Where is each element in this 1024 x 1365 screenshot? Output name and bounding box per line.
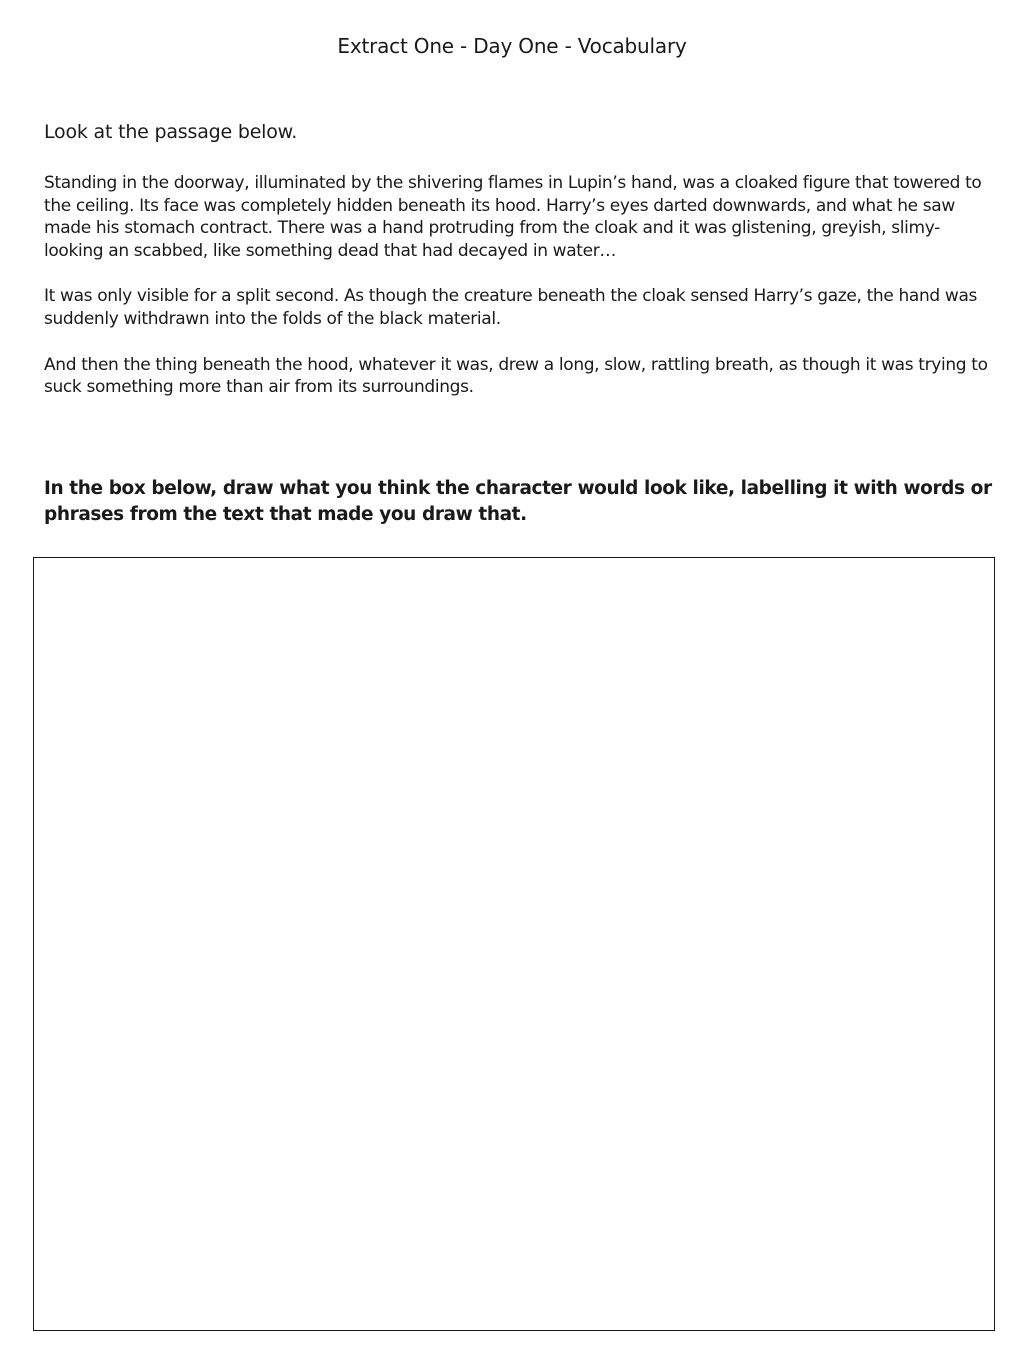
passage <box>44 172 994 422</box>
instruction-text: In the box below, draw what you think the character would look like, labelling it with words or phrases from the text that made you draw that. <box>44 478 992 525</box>
drawing-box[interactable] <box>33 557 995 1331</box>
passage-paragraph: It was only visible for a split second. As though the creature beneath the cloak sensed Harry’s gaze, the hand was suddenly withdrawn into the folds of the black material. <box>44 286 978 329</box>
intro-text: Look at the passage below. <box>44 121 298 143</box>
passage-paragraph: And then the thing beneath the hood, whatever it was, drew a long, slow, rattling breath, as though it was trying to suck something more than air from its surroundings. <box>44 354 988 398</box>
page-title: Extract One - Day One - Vocabulary <box>337 34 687 58</box>
passage-paragraph: Standing in the doorway, illuminated by the shivering flames in Lupin’s hand, was a cloaked figure that towered to the ceiling. Its face was completely hidden beneath its hood. Harry’s eyes darted downwards, and what he saw made his stomach contract. There was a hand protruding from the cloak and it was glistening, greyish, slimy-looking an scabbed, like something dead that had decayed in water… <box>44 173 982 261</box>
